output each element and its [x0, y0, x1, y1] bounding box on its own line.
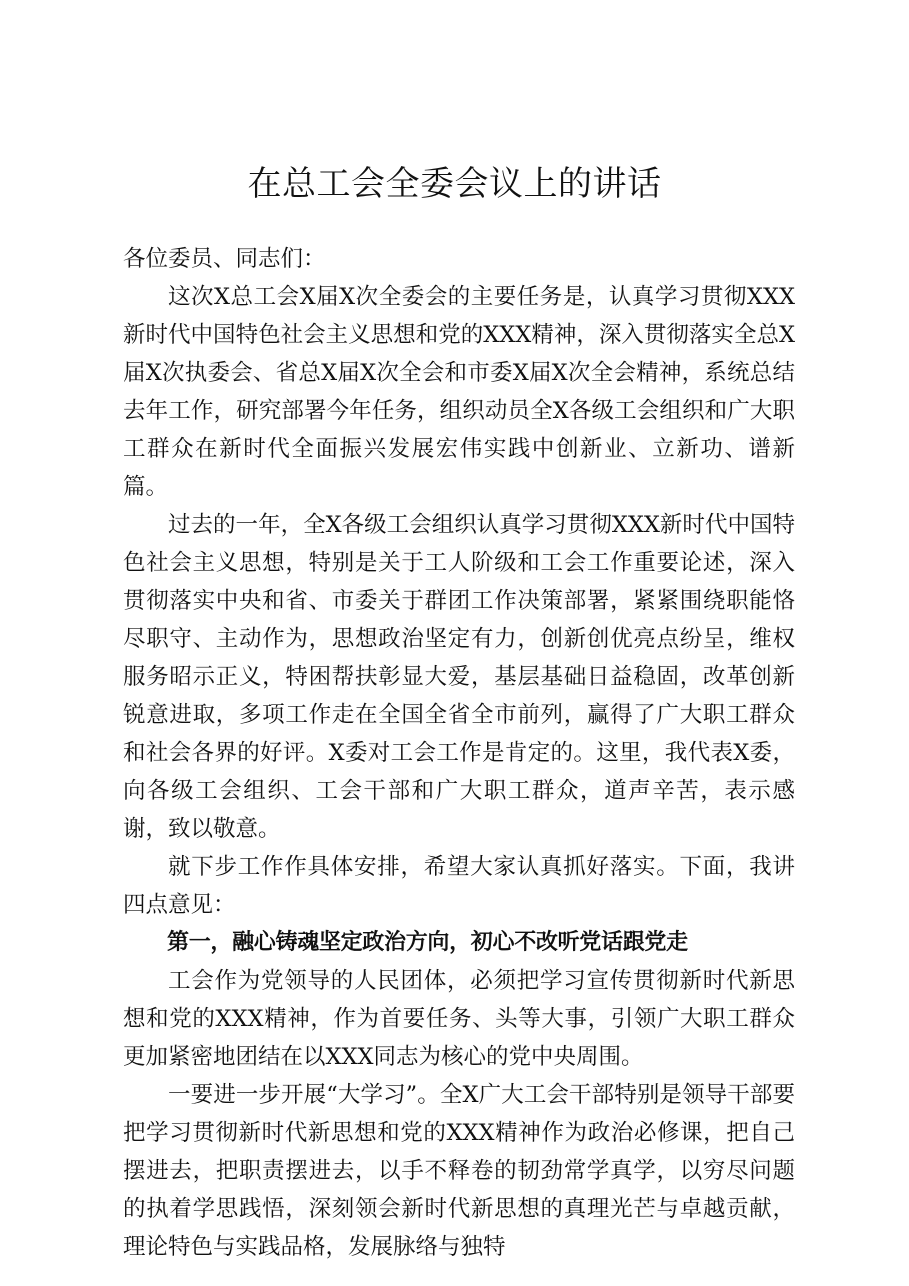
document-body [123, 240, 795, 1266]
paragraph-1: 这次X总工会X届X次全委会的主要任务是，认真学习贯彻XXX新时代中国特色社会主义思想和党的XXX精神，深入贯彻落实全总X届X次执委会、省总X届X次全会和市委X届X次全会精神，系统总结去年工作，研究部署今年任务，组织动员全X各级工会组织和广大职工群众在新时代全面振兴发展宏伟实践中创新业、立新功、谱新篇。 [123, 284, 795, 500]
salutation: 各位委员、同志们： [123, 246, 326, 272]
paragraph-3: 就下步工作作具体安排，希望大家认真抓好落实。下面，我讲四点意见： [123, 854, 795, 918]
section-paragraph-1: 工会作为党领导的人民团体，必须把学习宣传贯彻新时代新思想和党的XXX精神，作为首要任务、头等大事，引领广大职工群众更加紧密地团结在以XXX同志为核心的党中央周围。 [123, 968, 795, 1070]
paragraph-2: 过去的一年，全X各级工会组织认真学习贯彻XXX新时代中国特色社会主义思想，特别是关于工人阶级和工会工作重要论述，深入贯彻落实中央和省、市委关于群团工作决策部署，紧紧围绕职能恪尽职守、主动作为，思想政治坚定有力，创新创优亮点纷呈，维权服务昭示正义，特困帮扶彰显大爱，基层基础日益稳固，改革创新锐意进取，多项工作走在全国全省全市前列，赢得了广大职工群众和社会各界的好评。X委对工会工作是肯定的。这里，我代表X委，向各级工会组织、工会干部和广大职工群众，道声辛苦，表示感谢，致以敬意。 [123, 512, 795, 842]
document-title: 在总工会全委会议上的讲话 [247, 164, 662, 204]
section-paragraph-2: 一要进一步开展“大学习”。全X广大工会干部特别是领导干部要把学习贯彻新时代新思想和党的XXX精神作为政治必修课，把自己摆进去，把职责摆进去，以手不释卷的韧劲常学真学，以穷尽问题的执着学思践悟，深刻领会新时代新思想的真理光芒与卓越贡献，理论特色与实践品格，发展脉络与独特 [123, 1082, 795, 1260]
section-heading: 第一，融心铸魂坚定政治方向，初心不改听党话跟党走 [167, 930, 688, 955]
